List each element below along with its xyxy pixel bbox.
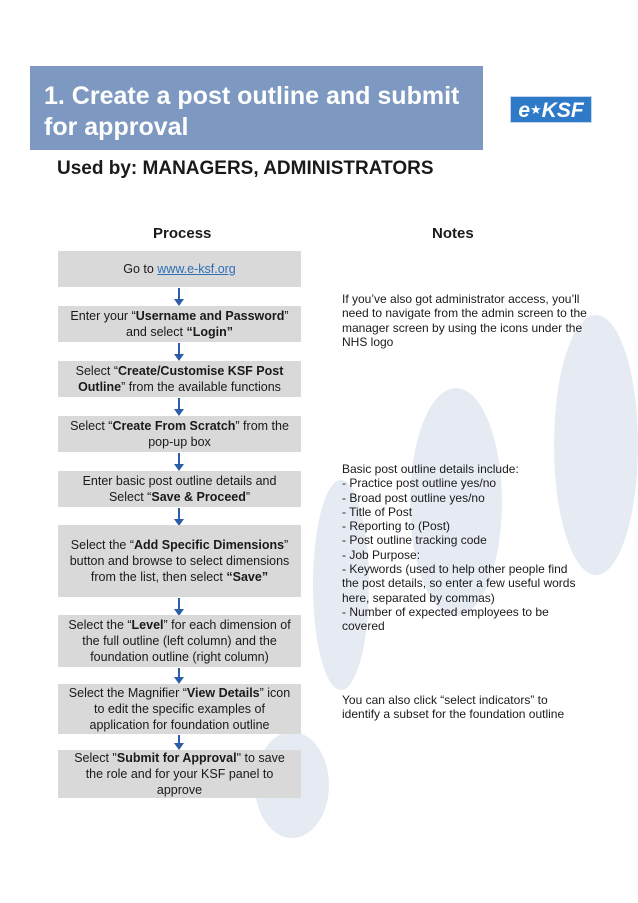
website-link[interactable]: www.e-ksf.org xyxy=(157,262,236,276)
step-go-to-website: Go to www.e-ksf.org xyxy=(58,251,301,287)
process-column-heading: Process xyxy=(153,225,212,242)
list-item: - Number of expected employees to be covered xyxy=(342,604,549,634)
flow-arrow xyxy=(178,343,180,355)
step-view-details: Select the Magnifier “View Details” icon to edit the specific examples of application for foundation outline xyxy=(58,684,301,734)
used-by-heading: Used by: MANAGERS, ADMINISTRATORS xyxy=(57,158,434,179)
step-login: Enter your “Username and Password” and select “Login” xyxy=(58,306,301,342)
list-item: - Reporting to (Post) xyxy=(342,519,451,534)
step-enter-basic-details: Enter basic post outline details and Select “Save & Proceed” xyxy=(58,471,301,507)
logo-star-icon: ★ xyxy=(530,102,542,117)
note-select-indicators: You can also click “select indicators” to identify a subset for the foundation outline xyxy=(342,693,565,722)
flow-arrow xyxy=(178,453,180,465)
page-title: 1. Create a post outline and submit for approval xyxy=(44,82,460,141)
note-basic-heading: Basic post outline details include: xyxy=(342,462,519,476)
flow-arrow xyxy=(178,668,180,678)
list-item: - Title of Post xyxy=(342,504,413,519)
note-basic-details xyxy=(342,462,587,634)
step-add-dimensions: Select the “Add Specific Dimensions” button and browse to select dimensions from the list, then select “Save” xyxy=(58,525,301,597)
eksf-logo xyxy=(510,96,592,123)
step-select-level: Select the “Level” for each dimension of the full outline (left column) and the foundation outline (right column) xyxy=(58,615,301,667)
flow-arrow xyxy=(178,398,180,410)
logo-suffix: KSF xyxy=(541,99,584,122)
flow-arrow xyxy=(178,508,180,520)
list-item: - Post outline tracking code xyxy=(342,533,487,548)
logo-prefix: e xyxy=(518,99,531,122)
step-create-customise: Select “Create/Customise KSF Post Outline” from the available functions xyxy=(58,361,301,397)
list-item: - Broad post outline yes/no xyxy=(342,490,485,505)
step-submit-for-approval: Select "Submit for Approval" to save the role and for your KSF panel to approve xyxy=(58,750,301,798)
list-item: - Job Purpose: xyxy=(342,547,421,562)
step-create-from-scratch: Select “Create From Scratch” from the pop-up box xyxy=(58,416,301,452)
list-item: - Keywords (used to help other people find the post details, so enter a few useful words here, separated by commas) xyxy=(342,562,576,605)
notes-column-heading: Notes xyxy=(432,225,474,242)
note-admin-access: If you’ve also got administrator access, you’ll need to navigate from the admin screen to the manager screen by using the icons under the NHS logo xyxy=(342,292,587,349)
flow-arrow xyxy=(178,598,180,610)
list-item: - Practice post outline yes/no xyxy=(342,476,497,491)
flow-arrow xyxy=(178,288,180,300)
flow-arrow xyxy=(178,735,180,744)
